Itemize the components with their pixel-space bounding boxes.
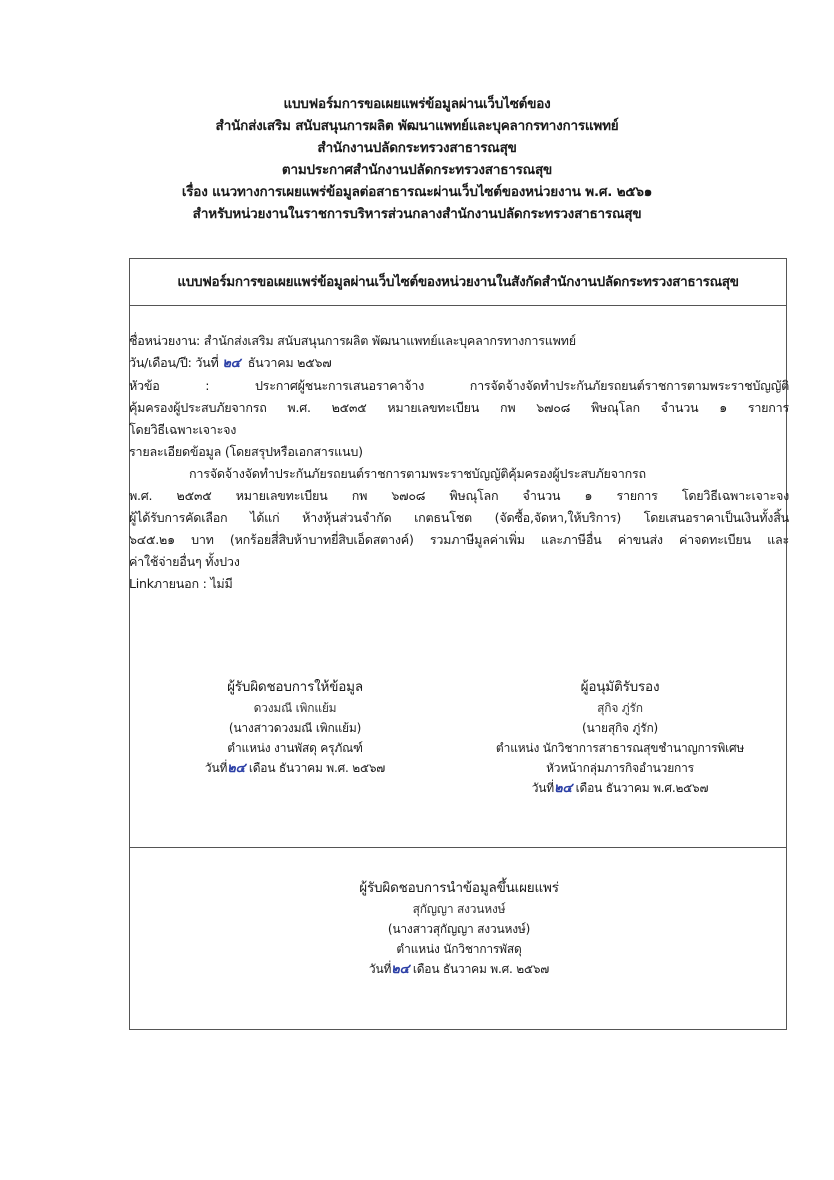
header-line-4: ตามประกาศสำนักงานปลัดกระทรวงสาธารณสุข (281, 162, 553, 178)
signature-block-approver (470, 676, 770, 799)
approver-date-prefix: วันที่ (531, 781, 554, 795)
external-link-field: Linkภายนอก : ไม่มี (129, 576, 233, 591)
form-title: แบบฟอร์มการขอเผยแพร่ข้อมูลผ่านเว็บไซต์ของหน่วยงานในสังกัดสำนักงานปลัดกระทรวงสาธารณสุข (130, 259, 786, 306)
informant-name: (นางสาวดวงมณี เพิกแย้ม) (228, 721, 362, 735)
signature-block-informant (170, 676, 420, 779)
informant-title: ผู้รับผิดชอบการให้ข้อมูล (227, 679, 363, 695)
approver-date (470, 778, 770, 799)
signature-block-publisher (309, 877, 609, 980)
informant-date-day-handwritten: ๒๔ (227, 761, 246, 776)
header-line-3: สำนักงานปลัดกระทรวงสาธารณสุข (317, 140, 517, 156)
form-body (129, 330, 789, 595)
details-line-2: พ.ศ. ๒๕๓๕ หมายเลขทะเบียน กพ ๖๗๐๘ พิษณุโลก จำนวน ๑ รายการ โดยวิธีเฉพาะเจาะจง (129, 488, 789, 503)
header-line-6: สำหรับหน่วยงานในราชการบริหารส่วนกลางสำนักงานปลัดกระทรวงสาธารณสุข (192, 206, 642, 222)
header-line-1: แบบฟอร์มการขอเผยแพร่ข้อมูลผ่านเว็บไซต์ของ (283, 96, 551, 112)
date-day-handwritten: ๒๔ (222, 356, 241, 371)
details-line-4: ๖๔๕.๒๑ บาท (หกร้อยสี่สิบห้าบาทยี่สิบเอ็ดสตางค์) รวมภาษีมูลค่าเพิ่ม และภาษีอื่น ค่าขนส่ง ค่าจดทะเบียน และ (129, 532, 789, 547)
header-line-5: เรื่อง แนวทางการเผยแพร่ข้อมูลต่อสาธารณะผ่านเว็บไซต์ของหน่วยงาน พ.ศ. ๒๕๖๑ (181, 184, 653, 200)
document-header (0, 93, 834, 225)
details-line-1: การจัดจ้างจัดทำประกันภัยรถยนต์ราชการตามพระราชบัญญัติคุ้มครองผู้ประสบภัยจากรถ (189, 466, 646, 481)
unit-field: ชื่อหน่วยงาน: สำนักส่งเสริม สนับสนุนการผลิต พัฒนาแพทย์และบุคลากรทางการแพทย์ (129, 333, 576, 348)
informant-date-prefix: วันที่ (204, 761, 228, 775)
details-line-3: ผู้ได้รับการคัดเลือก ได้แก่ ห้างหุ้นส่วนจำกัด เกตธนโชต (จัดซื้อ,จัดหา,ให้บริการ) โดยเสนอราคาเป็นเงินทั้งสิ้น (129, 510, 789, 525)
publisher-date-day-handwritten: ๒๔ (391, 962, 410, 977)
date-field (129, 352, 789, 375)
publisher-name: (นางสาวสุกัญญา สงวนหงษ์) (387, 922, 531, 936)
approver-position-2: หัวหน้ากลุ่มภารกิจอำนวยการ (546, 761, 694, 775)
publisher-date-prefix: วันที่ (368, 962, 392, 976)
details-line-5: ค่าใช้จ่ายอื่นๆ ทั้งปวง (129, 554, 240, 569)
details-label: รายละเอียดข้อมูล (โดยสรุปหรือเอกสารแนบ) (129, 444, 363, 459)
approver-position: ตำแหน่ง นักวิชาการสาธารณสุขชำนาญการพิเศษ (495, 741, 745, 755)
informant-date-rest: เดือน ธันวาคม พ.ศ. ๒๕๖๗ (248, 761, 386, 775)
approver-date-rest: เดือน ธันวาคม พ.ศ.๒๕๖๗ (575, 781, 709, 795)
publisher-date (309, 959, 609, 980)
informant-date (170, 758, 420, 779)
approver-title: ผู้อนุมัติรับรอง (580, 679, 660, 695)
publisher-date-rest: เดือน ธันวาคม พ.ศ. ๒๕๖๗ (412, 962, 550, 976)
date-label: วัน/เดือน/ปี: วันที่ (129, 355, 219, 370)
publisher-title: ผู้รับผิดชอบการนำข้อมูลขึ้นเผยแพร่ (359, 880, 559, 896)
topic-line-3: โดยวิธีเฉพาะเจาะจง (129, 422, 237, 437)
approver-date-day-handwritten: ๒๔ (553, 781, 572, 796)
header-line-2: สำนักส่งเสริม สนับสนุนการผลิต พัฒนาแพทย์และบุคลากรทางการแพทย์ (215, 118, 619, 134)
informant-signature: ดวงมณี เพิกแย้ม (253, 701, 337, 715)
publisher-signature: สุกัญญา สงวนหงษ์ (412, 902, 506, 916)
publisher-position: ตำแหน่ง นักวิชาการพัสดุ (396, 942, 522, 956)
approver-signature: สุกิจ ภู่รัก (597, 701, 643, 715)
section-divider (130, 847, 786, 848)
topic-line-2: คุ้มครองผู้ประสบภัยจากรถ พ.ศ. ๒๕๓๕ หมายเลขทะเบียน กพ ๖๗๐๘ พิษณุโลก จำนวน ๑ รายการ (129, 400, 789, 415)
informant-position: ตำแหน่ง งานพัสดุ ครุภัณฑ์ (227, 741, 363, 755)
approver-name: (นายสุกิจ ภู่รัก) (582, 721, 658, 735)
topic-line-1: หัวข้อ : ประกาศผู้ชนะการเสนอราคาจ้าง การจัดจ้างจัดทำประกันภัยรถยนต์ราชการตามพระราชบัญญัติ (129, 378, 789, 393)
date-rest: ธันวาคม ๒๕๖๗ (247, 355, 332, 370)
